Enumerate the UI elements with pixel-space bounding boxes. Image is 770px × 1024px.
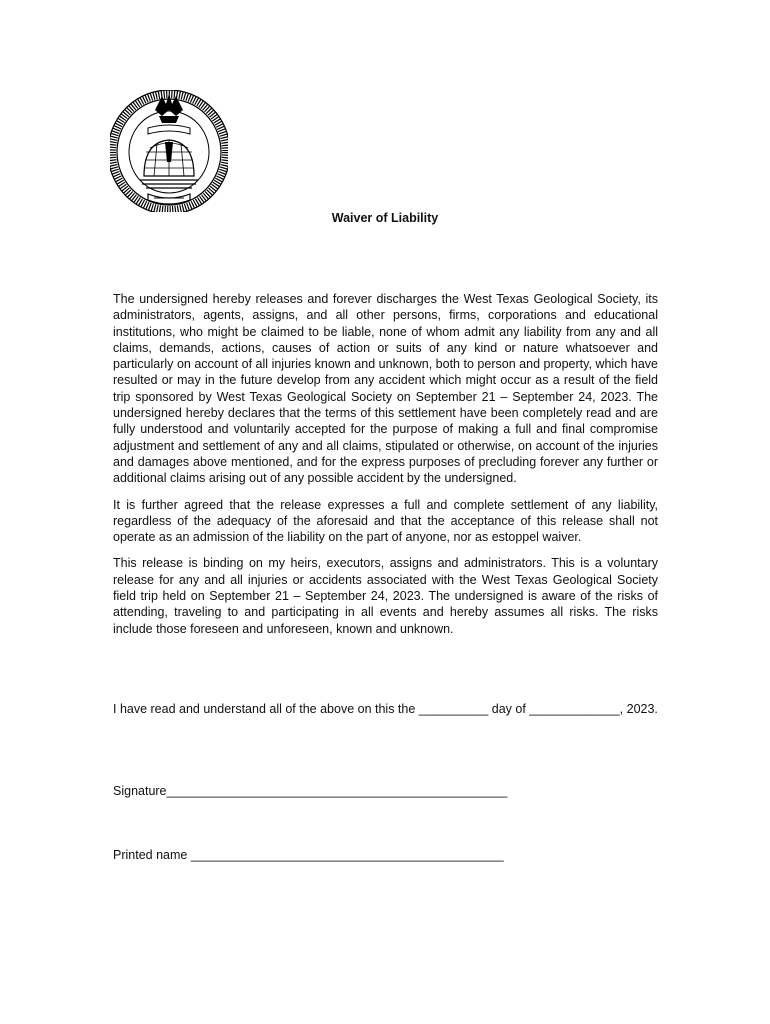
- settlement-paragraph: It is further agreed that the release expresses a full and complete settlement of any liability, regardless of the adequacy of the aforesaid and that the acceptance of this release shall not operate as an admission of the liability on the part of anyone, nor as estoppel waiver.: [113, 497, 658, 545]
- society-seal-icon: [110, 90, 228, 212]
- release-paragraph: The undersigned hereby releases and forever discharges the West Texas Geological Society, its administrators, agents, assigns, and all other persons, firms, corporations and educational institutions, who might be claimed to be liable, none of whom admit any liability from any and all claims, demands, actions, causes of action or suits of any kind or nature whatsoever and particularly on account of all injuries known and unknown, both to person and property, which have resulted or may in the future develop from any accident which might occur as a result of the field trip sponsored by West Texas Geological Society on September 21 – September 24, 2023. The undersigned hereby declares that the terms of this settlement have been completely read and are fully understood and voluntarily accepted for the purpose of making a full and final compromise adjustment and settlement of any and all claims, stipulated or otherwise, on account of the injuries and damages above mentioned, and for the express purposes of precluding forever any further or additional claims arising out of any possible accident by the undersigned.: [113, 292, 658, 486]
- binding-paragraph: This release is binding on my heirs, executors, assigns and administrators. This is a voluntary release for any and all injuries or accidents associated with the West Texas Geological Society field trip held on September 21 – September 24, 2023. The undersigned is aware of the risks of attending, traveling to and participating in all events and hereby assumes all risks. The risks include those foreseen and unforeseen, known and unknown.: [113, 556, 658, 636]
- document-title: Waiver of Liability: [331, 211, 439, 225]
- printed-name-line: Printed name _____________________________________________: [113, 848, 504, 862]
- waiver-body: [113, 291, 658, 647]
- signature-line: Signature_________________________________________________: [113, 784, 508, 798]
- acknowledgement-line: I have read and understand all of the above on this the __________ day of _____________, 2023.: [113, 702, 658, 716]
